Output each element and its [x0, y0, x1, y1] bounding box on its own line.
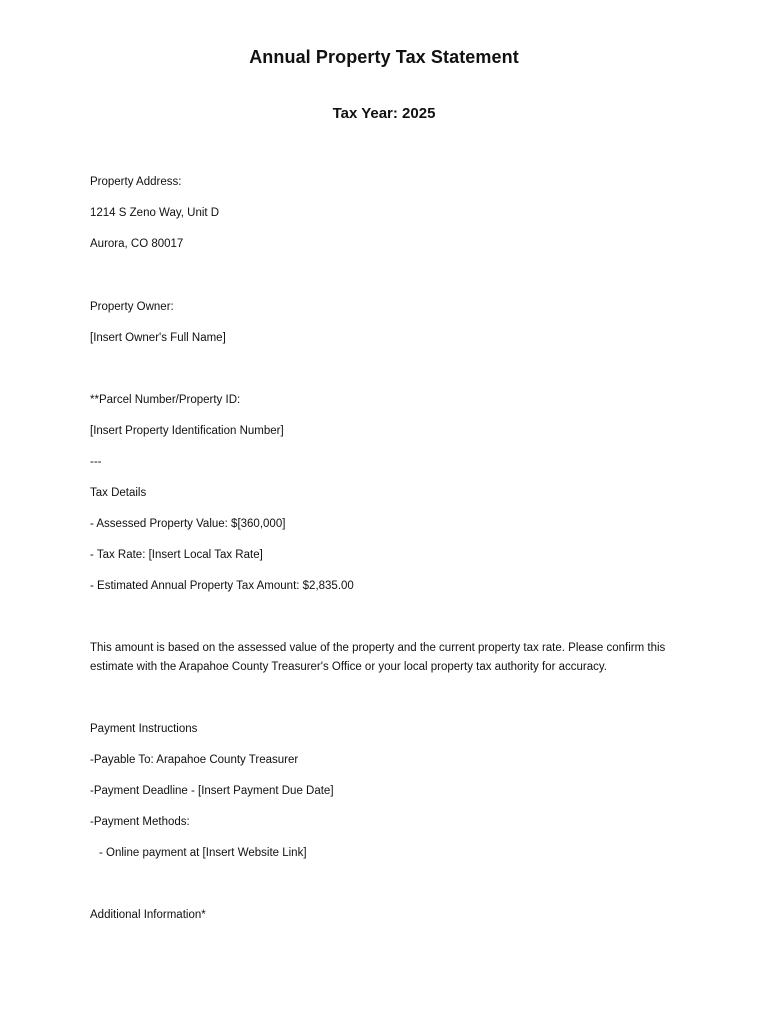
tax-details-heading: Tax Details [90, 487, 147, 499]
property-owner-value: [Insert Owner's Full Name] [90, 332, 226, 344]
payment-heading: Payment Instructions [90, 723, 198, 735]
payment-methods-label: -Payment Methods: [90, 816, 190, 828]
tax-year-subtitle: Tax Year: 2025 [332, 105, 436, 122]
estimate-note: This amount is based on the assessed value of the property and the current property tax rate. Please confirm this estimate with the Arapahoe County Treasurer's Office or your local property tax authority for accuracy. [90, 642, 666, 673]
assessed-value: - Assessed Property Value: $[360,000] [90, 518, 286, 530]
payment-deadline: -Payment Deadline - [Insert Payment Due Date] [90, 785, 334, 797]
property-address-label: Property Address: [90, 176, 182, 188]
section-separator: --- [90, 456, 102, 468]
estimated-tax-amount: - Estimated Annual Property Tax Amount: $2,835.00 [90, 580, 354, 592]
tax-rate: - Tax Rate: [Insert Local Tax Rate] [90, 549, 263, 561]
parcel-label: **Parcel Number/Property ID: [90, 394, 241, 406]
document-title: Annual Property Tax Statement [249, 47, 519, 67]
payable-to: -Payable To: Arapahoe County Treasurer [90, 754, 299, 766]
additional-info-heading: Additional Information* [90, 909, 206, 921]
online-payment-method: - Online payment at [Insert Website Link] [99, 847, 307, 859]
property-owner-label: Property Owner: [90, 301, 174, 313]
parcel-value: [Insert Property Identification Number] [90, 425, 284, 437]
property-address-line2: Aurora, CO 80017 [90, 238, 184, 250]
property-address-line1: 1214 S Zeno Way, Unit D [90, 207, 220, 219]
